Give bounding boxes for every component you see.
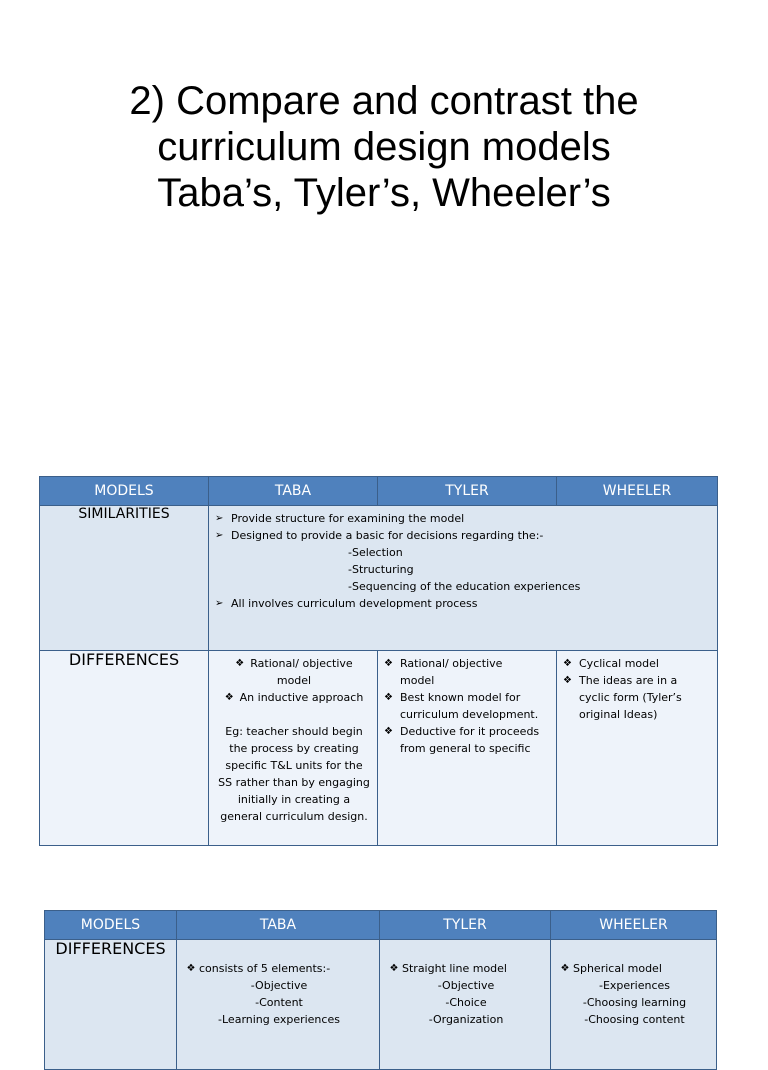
similarities-cell xyxy=(209,506,718,651)
header-row xyxy=(40,477,718,506)
diamond-bullet-icon: ❖ xyxy=(384,726,393,737)
sub-item: -Objective xyxy=(437,979,495,992)
header-models: MODELS xyxy=(40,477,209,506)
sub-item: -Sequencing of the education experiences xyxy=(348,580,581,593)
list-item: ❖ An inductive approach xyxy=(224,691,364,704)
tyler-differences-cell xyxy=(378,651,557,846)
differences-row xyxy=(45,940,717,1070)
header-taba: TABA xyxy=(209,477,378,506)
list-item: ❖ Deductive for it proceeds from general to specific xyxy=(384,725,540,755)
list-item: ❖ Spherical model xyxy=(557,960,712,977)
example-line: Eg: teacher should begin xyxy=(225,725,363,738)
sub-item: -Organization xyxy=(428,1013,504,1026)
comparison-table-1 xyxy=(39,476,718,846)
list-item: ❖ Rational/ objective xyxy=(235,657,353,670)
sub-item: -Content xyxy=(255,996,303,1009)
header-tyler: TYLER xyxy=(380,911,551,940)
wheeler-differences-cell xyxy=(551,940,717,1070)
sub-item: -Choice xyxy=(445,996,487,1009)
title-line-2: curriculum design models xyxy=(157,125,611,169)
similarities-label: SIMILARITIES xyxy=(40,506,209,651)
arrow-bullet-icon: ➢ xyxy=(215,598,224,609)
list-item: ❖ The ideas are in a cyclic form (Tyler’s original Ideas) xyxy=(563,674,682,721)
diamond-bullet-icon: ❖ xyxy=(235,658,245,669)
sub-item: -Experiences xyxy=(598,979,671,992)
sub-item: -Learning experiences xyxy=(218,1013,340,1026)
diamond-bullet-icon: ❖ xyxy=(560,963,570,974)
diamond-bullet-icon: ❖ xyxy=(384,692,393,703)
taba-differences-cell: ❖ Rational/ objective model ❖ An inductive approach Eg: teacher should begin the process by creating specific T&L units for the SS rather than by engaging initially in creating a general curriculum design. xyxy=(209,651,378,846)
similarities-row xyxy=(40,506,718,651)
header-wheeler: WHEELER xyxy=(557,477,718,506)
header-models: MODELS xyxy=(45,911,177,940)
slide-title xyxy=(0,78,768,216)
taba-differences-cell xyxy=(177,940,380,1070)
sub-item: -Structuring xyxy=(348,563,414,576)
list-item: ➢ Provide structure for examining the model xyxy=(215,512,465,525)
diamond-bullet-icon: ❖ xyxy=(186,963,196,974)
example-line: SS rather than by engaging xyxy=(218,776,370,789)
title-line-3: Taba’s, Tyler’s, Wheeler’s xyxy=(157,171,611,215)
diamond-bullet-icon: ❖ xyxy=(563,658,572,669)
comparison-table-2 xyxy=(44,910,717,1070)
differences-row xyxy=(40,651,718,846)
example-line: the process by creating xyxy=(229,742,359,755)
differences-label: DIFFERENCES xyxy=(40,651,209,846)
wheeler-differences-cell xyxy=(557,651,718,846)
diamond-bullet-icon: ❖ xyxy=(389,963,399,974)
list-item: ❖ Cyclical model xyxy=(563,657,659,670)
list-item: ❖ consists of 5 elements:- xyxy=(183,960,375,977)
header-row xyxy=(45,911,717,940)
example-line: initially in creating a xyxy=(237,793,351,806)
list-item: ➢ Designed to provide a basic for decisions regarding the:- xyxy=(215,529,544,542)
list-item: ❖ Best known model for curriculum development. xyxy=(384,691,539,721)
sub-item: -Choosing content xyxy=(584,1013,685,1026)
sub-item: -Selection xyxy=(348,546,403,559)
example-line: specific T&L units for the xyxy=(225,759,363,772)
tyler-differences-cell xyxy=(380,940,551,1070)
diamond-bullet-icon: ❖ xyxy=(563,675,572,686)
sub-item: -Objective xyxy=(250,979,308,992)
list-item: ❖ Rational/ objective model xyxy=(384,657,503,687)
title-line-1: 2) Compare and contrast the xyxy=(129,79,639,123)
arrow-bullet-icon: ➢ xyxy=(215,513,224,524)
sub-item: -Choosing learning xyxy=(582,996,687,1009)
header-taba: TABA xyxy=(177,911,380,940)
arrow-bullet-icon: ➢ xyxy=(215,530,224,541)
diamond-bullet-icon: ❖ xyxy=(224,692,234,703)
header-tyler: TYLER xyxy=(378,477,557,506)
list-item: ➢ All involves curriculum development process xyxy=(215,597,478,610)
list-item: ❖ Straight line model xyxy=(386,960,546,977)
example-line: general curriculum design. xyxy=(220,810,368,823)
diamond-bullet-icon: ❖ xyxy=(384,658,393,669)
header-wheeler: WHEELER xyxy=(551,911,717,940)
differences-label: DIFFERENCES xyxy=(45,940,177,1070)
